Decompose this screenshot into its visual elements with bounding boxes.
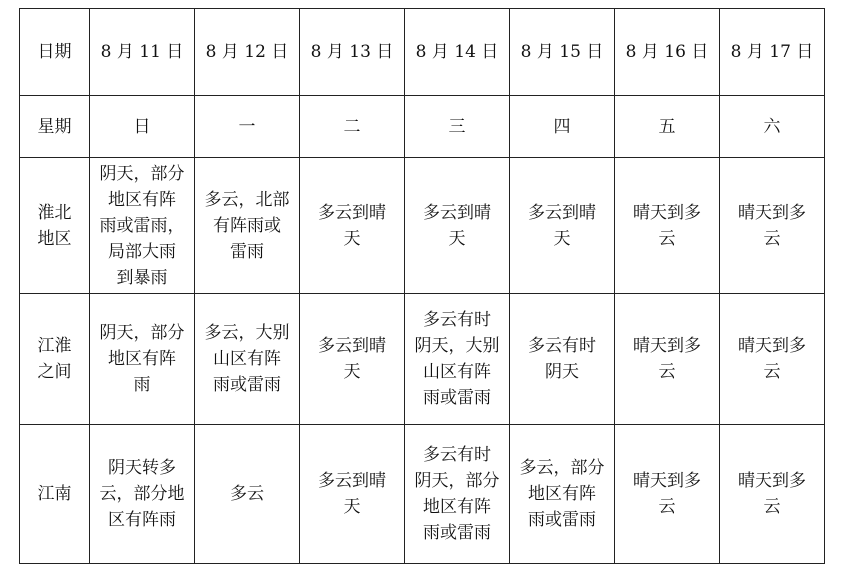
forecast-cell: 阴天，部分 地区有阵 雨 — [90, 294, 195, 425]
forecast-cell: 多云，北部 有阵雨或 雷雨 — [195, 158, 300, 294]
weekday-cell: 一 — [195, 96, 300, 158]
header-cell-date: 8 月 16 日 — [615, 9, 720, 96]
weekday-cell: 六 — [720, 96, 825, 158]
forecast-cell: 多云 — [195, 425, 300, 564]
weekday-cell: 二 — [300, 96, 405, 158]
forecast-cell: 多云，大别 山区有阵 雨或雷雨 — [195, 294, 300, 425]
header-cell-date: 8 月 13 日 — [300, 9, 405, 96]
region-cell: 淮北 地区 — [20, 158, 90, 294]
forecast-cell: 多云到晴 天 — [405, 158, 510, 294]
header-cell-date: 8 月 11 日 — [90, 9, 195, 96]
weather-forecast-table — [19, 8, 825, 564]
forecast-cell: 多云，部分 地区有阵 雨或雷雨 — [510, 425, 615, 564]
header-cell-date: 8 月 15 日 — [510, 9, 615, 96]
weekday-cell: 日 — [90, 96, 195, 158]
weekday-cell: 四 — [510, 96, 615, 158]
forecast-cell: 多云有时 阴天 — [510, 294, 615, 425]
region-row-jiangnan — [20, 425, 825, 564]
forecast-cell: 多云到晴 天 — [510, 158, 615, 294]
forecast-cell: 晴天到多 云 — [615, 158, 720, 294]
region-row-jianghuai — [20, 294, 825, 425]
forecast-cell: 晴天到多 云 — [720, 158, 825, 294]
date-row — [20, 9, 825, 96]
forecast-cell: 多云到晴 天 — [300, 294, 405, 425]
region-cell: 江南 — [20, 425, 90, 564]
forecast-cell: 阴天，部分 地区有阵 雨或雷雨， 局部大雨 到暴雨 — [90, 158, 195, 294]
header-cell-date: 8 月 17 日 — [720, 9, 825, 96]
forecast-cell: 多云到晴 天 — [300, 158, 405, 294]
header-cell-date: 8 月 12 日 — [195, 9, 300, 96]
forecast-cell: 多云到晴 天 — [300, 425, 405, 564]
forecast-cell: 晴天到多 云 — [720, 294, 825, 425]
header-cell-date-label: 日期 — [20, 9, 90, 96]
forecast-cell: 阴天转多 云，部分地 区有阵雨 — [90, 425, 195, 564]
forecast-cell: 晴天到多 云 — [720, 425, 825, 564]
weekday-cell: 五 — [615, 96, 720, 158]
weekday-cell: 三 — [405, 96, 510, 158]
header-cell-date: 8 月 14 日 — [405, 9, 510, 96]
forecast-cell: 多云有时 阴天，部分 地区有阵 雨或雷雨 — [405, 425, 510, 564]
region-row-huaibei — [20, 158, 825, 294]
forecast-cell: 多云有时 阴天，大别 山区有阵 雨或雷雨 — [405, 294, 510, 425]
forecast-cell: 晴天到多 云 — [615, 425, 720, 564]
weekday-row — [20, 96, 825, 158]
region-cell: 江淮 之间 — [20, 294, 90, 425]
forecast-cell: 晴天到多 云 — [615, 294, 720, 425]
weekday-label-cell: 星期 — [20, 96, 90, 158]
